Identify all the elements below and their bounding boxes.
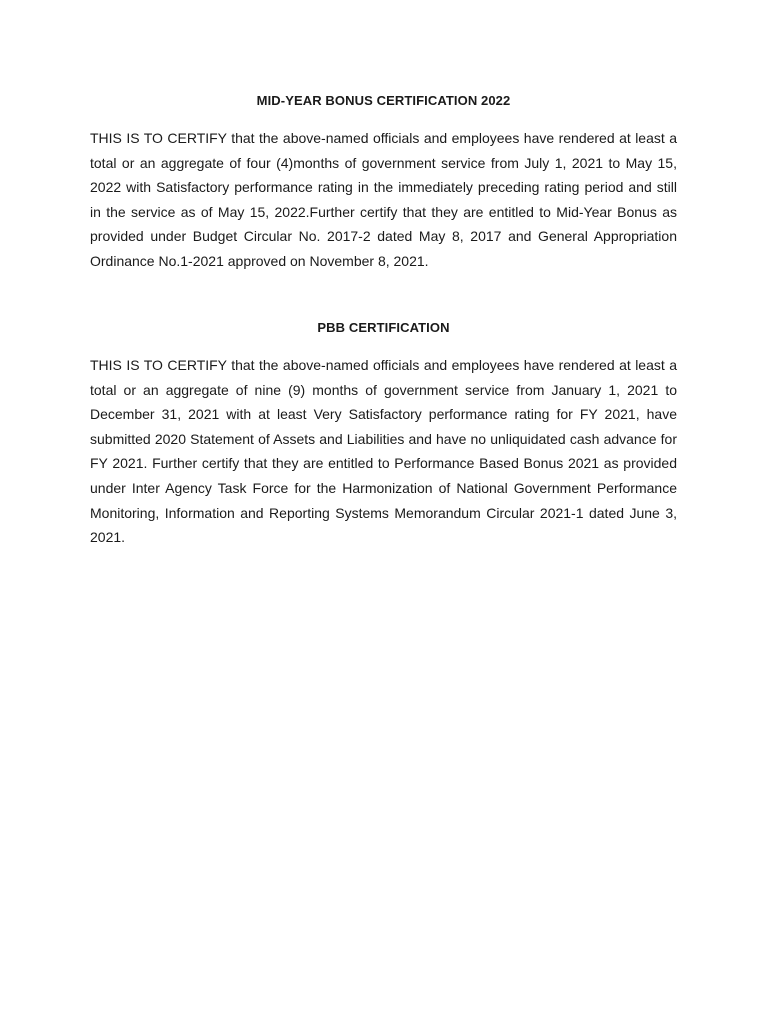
pbb-heading: PBB CERTIFICATION <box>317 320 450 335</box>
mid-year-bonus-heading: MID-YEAR BONUS CERTIFICATION 2022 <box>256 93 511 108</box>
pbb-section <box>90 317 677 550</box>
mid-year-bonus-certification-text: THIS IS TO CERTIFY that the above-named officials and employees have rendered at least a total or an aggregate of four (4)months of government service from July 1, 2021 to May 15, 2022 with Satisfactory performance rating in the immediately preceding rating period and still in the service as of May 15, 2022.Further certify that they are entitled to Mid-Year Bonus as provided under Budget Circular No. 2017-2 dated May 8, 2017 and General Appropriation Ordinance No.1-2021 approved on November 8, 2021. <box>90 130 677 269</box>
pbb-certification-text: THIS IS TO CERTIFY that the above-named officials and employees have rendered at least a total or an aggregate of nine (9) months of government service from January 1, 2021 to December 31, 2021 with at least Very Satisfactory performance rating for FY 2021, have submitted 2020 Statement of Assets and Liabilities and have no unliquidated cash advance for FY 2021. Further certify that they are entitled to Performance Based Bonus 2021 as provided under Inter Agency Task Force for the Harmonization of National Government Performance Monitoring, Information and Reporting Systems Memorandum Circular 2021-1 dated June 3, 2021. <box>90 357 677 546</box>
mid-year-bonus-section <box>90 90 677 274</box>
